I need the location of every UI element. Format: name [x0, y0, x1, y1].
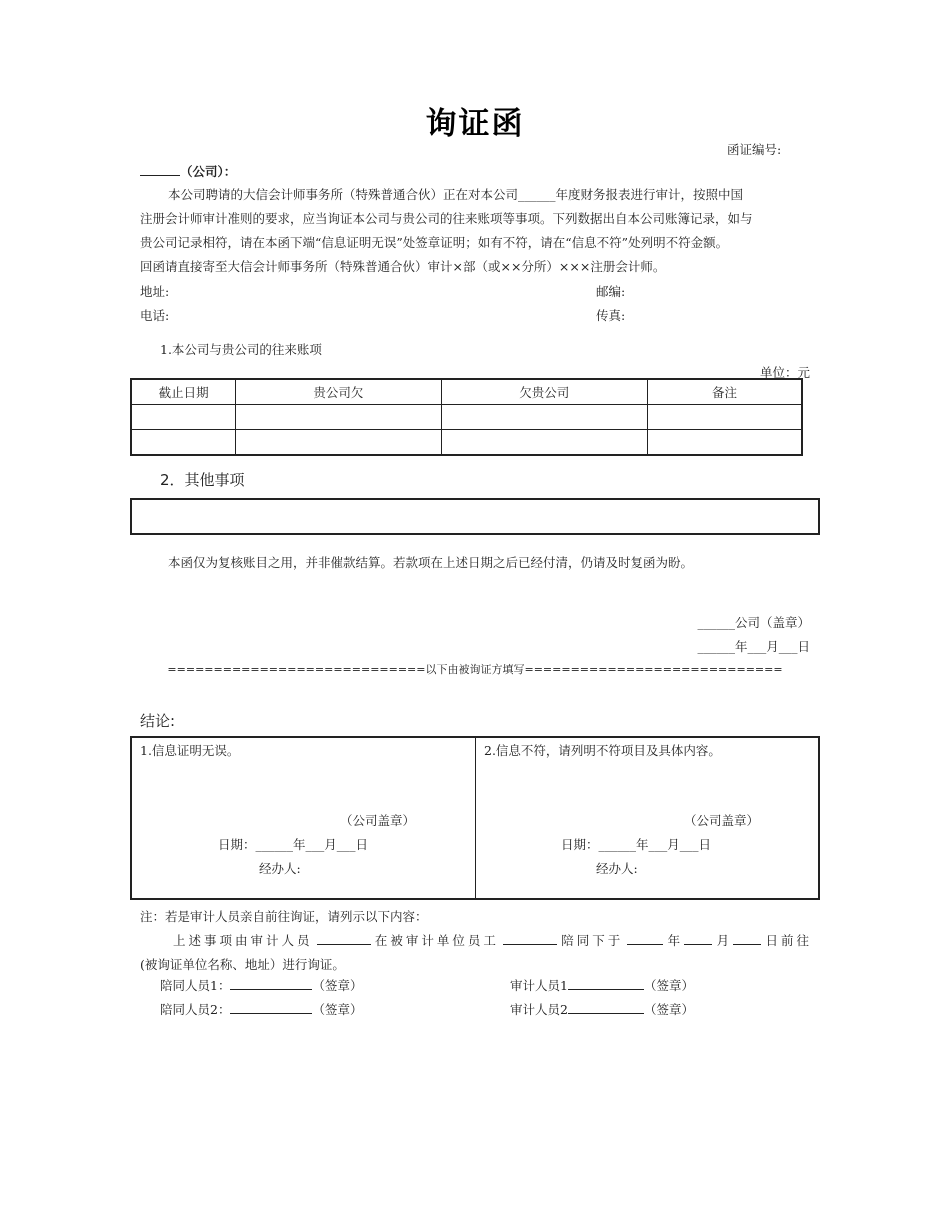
- left-company-stamp: （公司盖章）: [340, 813, 416, 828]
- phone-label: 电话:: [140, 308, 170, 323]
- auditor-1-row: [510, 976, 694, 994]
- table-cell[interactable]: [647, 430, 802, 456]
- intro-line-4: 回函请直接寄至大信会计师事务所（特殊普通合伙）审计×部（或××分所）×××注册会计师。: [140, 259, 666, 274]
- left-handler: 经办人:: [259, 861, 301, 876]
- conclusion-label: 结论:: [140, 712, 176, 730]
- confirm-mismatch-title: 2.信息不符，请列明不符项目及具体内容。: [484, 743, 721, 758]
- intro-line-2: 注册会计师审计准则的要求，应当询证本公司与贵公司的往来账项等事项。下列数据出自本公司账簿记录，如与: [140, 211, 753, 226]
- unit-label: 单位：元: [759, 365, 810, 380]
- auditor-2-row: [510, 1000, 694, 1018]
- col-cutoff-date: 截止日期: [131, 379, 236, 405]
- auditor-2-label: 审计人员2: [510, 1002, 568, 1017]
- table-row: [131, 430, 802, 456]
- right-handler: 经办人:: [596, 861, 638, 876]
- accounts-table: [130, 378, 803, 456]
- addressee-line: [140, 162, 236, 180]
- col-owed-by-you: 贵公司欠: [236, 379, 441, 405]
- table-cell[interactable]: [441, 405, 647, 430]
- col-owed-to-you: 欠贵公司: [441, 379, 647, 405]
- table-row: [131, 405, 802, 430]
- footnote-line1: [140, 931, 812, 949]
- page-title: 询证函: [425, 106, 525, 142]
- year-blank[interactable]: [627, 931, 663, 945]
- fill-divider: ============================以下由被询证方填写============================: [167, 663, 783, 676]
- postcode-label: 邮编:: [596, 284, 626, 299]
- ref-no-label: 函证编号:: [727, 142, 782, 157]
- companion-1-blank[interactable]: [230, 976, 312, 990]
- company-stamp-line: ______公司（盖章）: [697, 615, 810, 630]
- table-cell[interactable]: [647, 405, 802, 430]
- intro-line-1: 本公司聘请的大信会计师事务所（特殊普通合伙）正在对本公司______年度财务报表进行审计，按照中国: [168, 187, 744, 202]
- right-company-stamp: （公司盖章）: [684, 813, 760, 828]
- auditor-2-sign: （签章）: [643, 1002, 694, 1017]
- conclusion-box: [130, 736, 820, 900]
- addressee-label: （公司）：: [180, 164, 237, 179]
- table-cell[interactable]: [441, 430, 647, 456]
- fn-text-a: 上述事项由审计人员: [173, 933, 313, 948]
- table-header-row: [131, 379, 802, 405]
- fn-text-f: 日前往: [765, 933, 812, 948]
- auditor-1-sign: （签章）: [643, 978, 694, 993]
- right-date: 日期：______年___月___日: [561, 837, 712, 852]
- auditor-name-blank[interactable]: [317, 931, 371, 945]
- section2-heading: 2．其他事项: [160, 471, 245, 489]
- footnote-line2: (被询证单位名称、地址）进行询证。: [140, 957, 345, 972]
- companion-1-row: [160, 976, 362, 994]
- table-cell[interactable]: [236, 430, 441, 456]
- companion-2-blank[interactable]: [230, 1000, 312, 1014]
- intro-line-3: 贵公司记录相符，请在本函下端“信息证明无误”处签章证明；如有不符，请在“信息不符”处列明不符金额。: [140, 235, 729, 250]
- confirm-correct-title: 1.信息证明无误。: [140, 743, 240, 758]
- footnote-intro: 注：若是审计人员亲自前往询证，请列示以下内容：: [140, 909, 428, 924]
- note-text: 本函仅为复核账目之用，并非催款结算。若款项在上述日期之后已经付清，仍请及时复函为盼。: [168, 555, 694, 570]
- section1-heading: 1.本公司与贵公司的往来账项: [160, 342, 322, 357]
- auditor-1-label: 审计人员1: [510, 978, 568, 993]
- employee-name-blank[interactable]: [503, 931, 557, 945]
- left-date: 日期：______年___月___日: [218, 837, 369, 852]
- fn-text-e: 月: [716, 933, 730, 948]
- fn-text-d: 年: [667, 933, 681, 948]
- fax-label: 传真:: [596, 308, 626, 323]
- day-blank[interactable]: [733, 931, 761, 945]
- fn-text-b: 在被审计单位员工: [374, 933, 499, 948]
- auditor-2-blank[interactable]: [568, 1000, 644, 1014]
- companion-2-row: [160, 1000, 362, 1018]
- companion-2-label: 陪同人员2：: [160, 1002, 231, 1017]
- table-cell[interactable]: [236, 405, 441, 430]
- addressee-blank[interactable]: [140, 162, 180, 176]
- auditor-1-blank[interactable]: [568, 976, 644, 990]
- sign-date-line: ______年___月___日: [697, 639, 810, 654]
- table-cell[interactable]: [131, 405, 236, 430]
- companion-1-sign: （签章）: [312, 978, 363, 993]
- col-remarks: 备注: [647, 379, 802, 405]
- companion-1-label: 陪同人员1：: [160, 978, 231, 993]
- conclusion-divider: [475, 738, 476, 898]
- month-blank[interactable]: [684, 931, 712, 945]
- other-matters-box[interactable]: [130, 498, 820, 535]
- companion-2-sign: （签章）: [312, 1002, 363, 1017]
- fn-text-c: 陪同下于: [561, 933, 624, 948]
- table-cell[interactable]: [131, 430, 236, 456]
- address-label: 地址:: [140, 284, 170, 299]
